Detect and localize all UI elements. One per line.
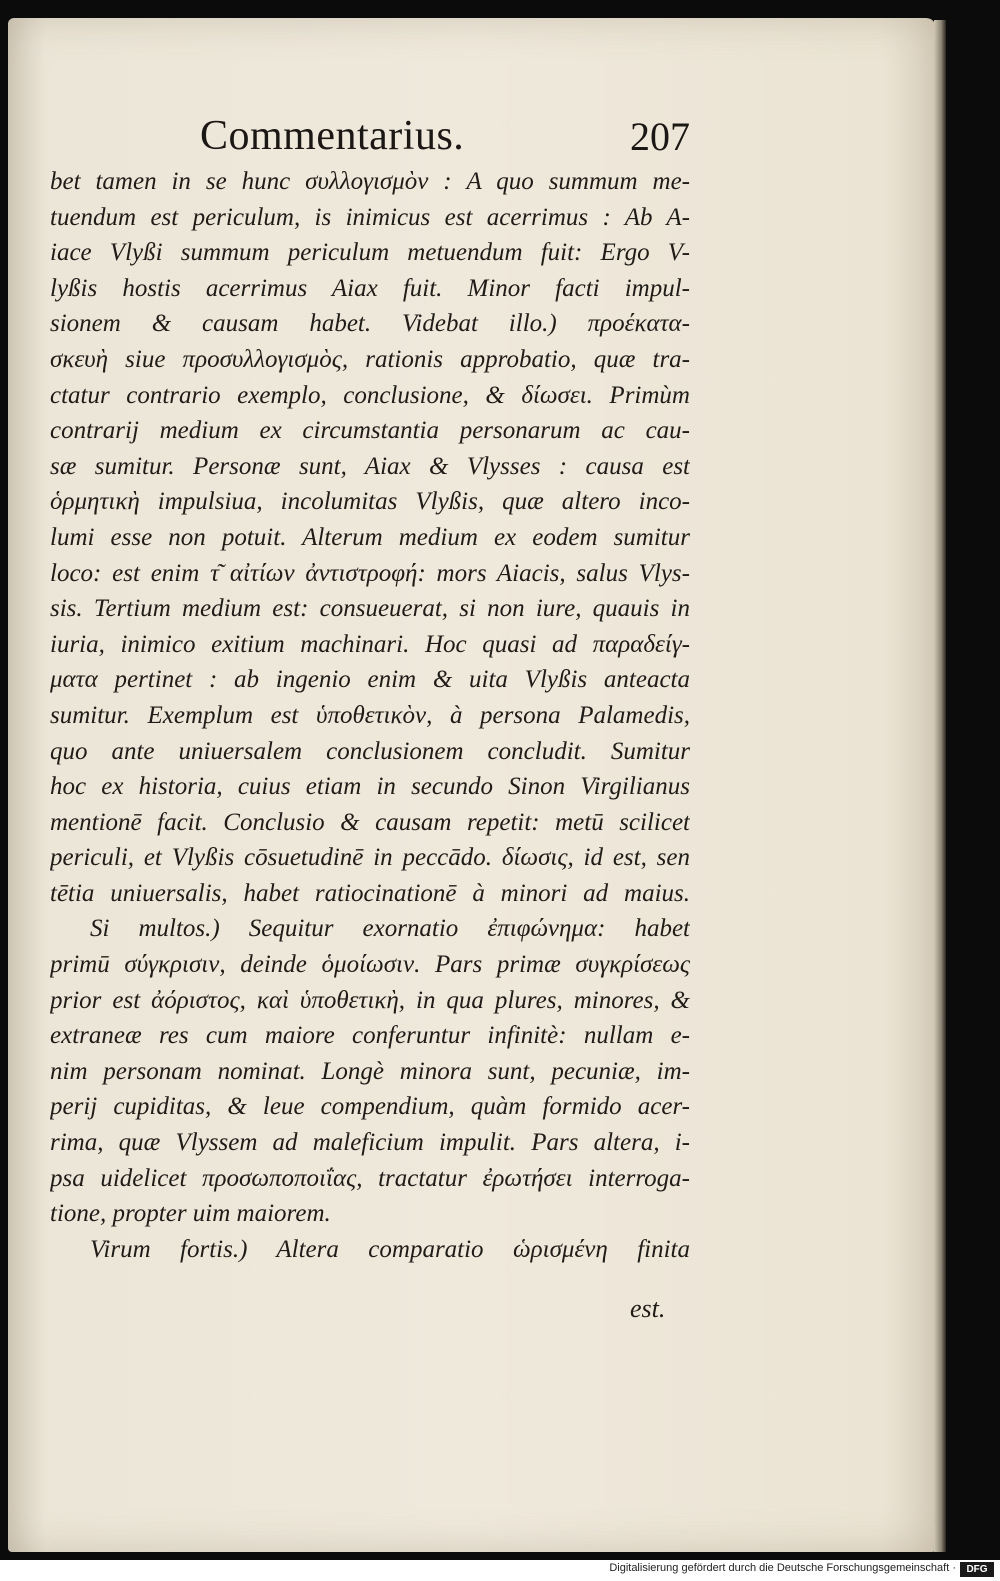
- dfg-logo: DFG: [960, 1562, 994, 1577]
- text-line: psa uidelicet προσωποποιΐας, tractatur ἐρωτήσει interroga-: [50, 1164, 690, 1192]
- catchword: est.: [630, 1294, 666, 1323]
- text-line: Virum fortis.) Altera comparatio ὡρισμένη finita: [90, 1235, 690, 1263]
- text-line: ματα pertinet : ab ingenio enim & uita Vlyßis anteacta: [50, 666, 690, 694]
- text-line: lyßis hostis acerrimus Aiax fuit. Minor facti impul-: [50, 274, 690, 302]
- footer-bar: [0, 1560, 1000, 1581]
- text-line: sumitur. Exemplum est ὑποθετικὸν, à persona Palamedis,: [50, 701, 690, 729]
- text-line: perij cupiditas, & leue compendium, quàm formido acer-: [50, 1093, 690, 1121]
- text-line: tuendum est periculum, is inimicus est acerrimus : Ab A-: [50, 203, 690, 231]
- text-line: bet tamen in se hunc συλλογισμὸν : A quo summum me-: [50, 168, 690, 195]
- page-edge: [934, 20, 946, 1552]
- text-line: periculi, et Vlyßis cōsuetudinē in peccādo. δίωσις, id est, sen: [50, 844, 690, 872]
- text-line: prior est ἀόριστος, καὶ ὑποθετικὴ, in qua plures, minores, &: [50, 986, 690, 1014]
- running-title: Commentarius.: [200, 113, 465, 159]
- running-head: [200, 112, 690, 160]
- text-line: sionem & causam habet. Videbat illo.) προέκατα-: [50, 310, 690, 338]
- page-number: 207: [630, 114, 690, 159]
- text-line: quo ante uniuersalem conclusionem concludit. Sumitur: [50, 737, 690, 765]
- text-line: lumi esse non potuit. Alterum medium ex eodem sumitur: [50, 523, 690, 551]
- text-line: nim personam nominat. Longè minora sunt, pecuniæ, im-: [50, 1057, 690, 1085]
- text-line: σκευὴ siue προσυλλογισμὸς, rationis approbatio, quæ tra-: [50, 345, 690, 373]
- text-line: sæ sumitur. Personæ sunt, Aiax & Vlysses : causa est: [50, 452, 690, 480]
- text-line: contrarij medium ex circumstantia personarum ac cau-: [50, 417, 690, 445]
- text-line: primū σύγκρισιν, deinde ὁμοίωσιν. Pars primæ συγκρίσεως: [50, 951, 690, 979]
- funding-credit: Digitalisierung gefördert durch die Deutsche Forschungsgemeinschaft ·: [609, 1562, 956, 1574]
- text-line: Si multos.) Sequitur exornatio ἐπιφώνημα: habet: [90, 915, 690, 943]
- text-line: iuria, inimico exitium machinari. Hoc quasi ad παραδείγ-: [50, 630, 690, 658]
- text-line: ctatur contrario exemplo, conclusione, & δίωσει. Primùm: [50, 381, 690, 409]
- text-line: hoc ex historia, cuius etiam in secundo Sinon Virgilianus: [50, 773, 690, 801]
- text-line: ὁρμητικὴ impulsiua, incolumitas Vlyßis, quæ altero inco-: [50, 488, 690, 516]
- text-line: rima, quæ Vlyssem ad maleficium impulit. Pars altera, i-: [50, 1129, 690, 1157]
- text-line: sis. Tertium medium est: consueuerat, si non iure, quauis in: [50, 595, 690, 623]
- text-line: mentionē facit. Conclusio & causam repetit: metū scilicet: [50, 808, 690, 836]
- text-line: loco: est enim τ͂ αἰτίων ἀντιστροφή: mors Aiacis, salus Vlys-: [50, 559, 690, 587]
- text-line: extraneæ res cum maiore conferuntur infinitè: nullam e-: [50, 1022, 690, 1050]
- text-line: iace Vlyßi summum periculum metuendum fuit: Ergo V-: [50, 239, 690, 267]
- body-text: [50, 164, 690, 1267]
- text-line: tione, propter uim maiorem.: [50, 1200, 331, 1228]
- text-line: tētia uniuersalis, habet ratiocinationē à minori ad maius.: [50, 879, 690, 907]
